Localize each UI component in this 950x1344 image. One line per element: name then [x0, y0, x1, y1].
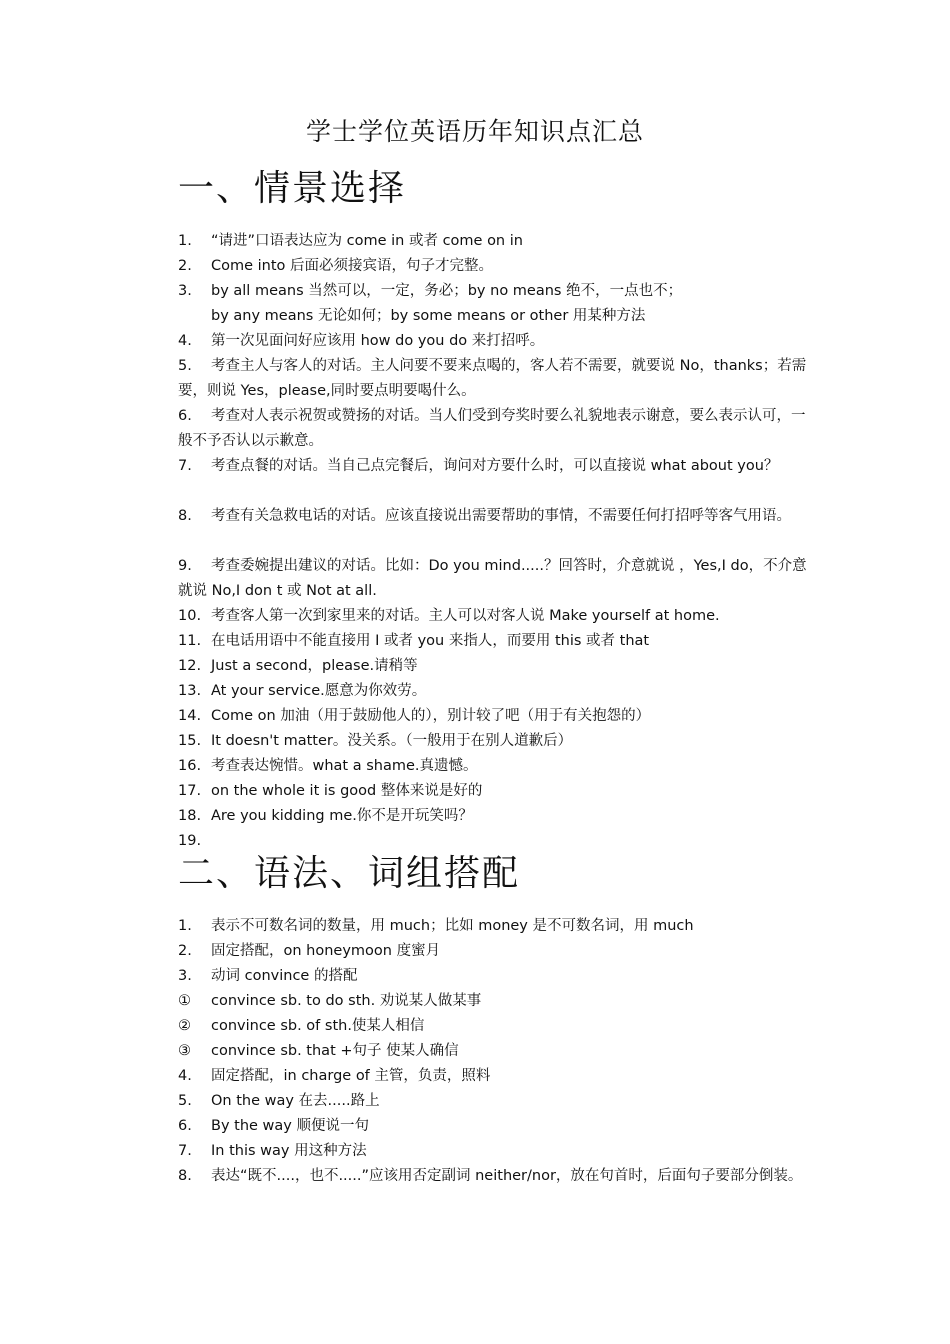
situational-list [178, 229, 810, 854]
item-number: 9. [178, 558, 192, 574]
list-item [178, 1039, 810, 1064]
item-text: 考查委婉提出建议的对话。比如：Do you mind.....？回答时，介意就说 ，Yes,I do，不介意就说 No,I don t 或 Not at all. [178, 558, 807, 599]
list-item [178, 329, 810, 354]
section-heading-grammar: 二、语法、词组搭配 [178, 853, 521, 894]
item-text: 表达“既不....，也不.....”应该用否定副词 neither/nor，放在句首时，后面句子要部分倒装。 [211, 1168, 803, 1184]
item-text: “请进”口语表达应为 come in 或者 come on in [211, 233, 523, 249]
grammar-list [178, 914, 810, 1214]
list-item [178, 679, 810, 704]
document-title: 学士学位英语历年知识点汇总 [305, 117, 644, 146]
item-text: Come into 后面必须接宾语，句子才完整。 [211, 258, 494, 274]
item-text: 考查客人第一次到家里来的对话。主人可以对客人说 Make yourself at home. [211, 608, 720, 624]
item-number: 5. [178, 358, 192, 374]
item-number: 12. [178, 658, 202, 674]
item-number: 6. [178, 408, 192, 424]
item-text: 固定搭配，on honeymoon 度蜜月 [211, 943, 441, 959]
item-text: 考查主人与客人的对话。主人问要不要来点喝的，客人若不需要，就要说 No，thanks；若需要，则说 Yes，please,同时要点明要喝什么。 [178, 358, 807, 399]
item-number: 8. [178, 508, 192, 524]
item-text: In this way 用这种方法 [211, 1143, 367, 1159]
list-item [178, 279, 810, 304]
list-item [178, 804, 810, 829]
list-item [178, 354, 810, 404]
list-item [178, 964, 810, 989]
item-number: 11. [178, 633, 202, 649]
item-text: 固定搭配，in charge of 主管，负责，照料 [211, 1068, 491, 1084]
list-item [178, 254, 810, 279]
list-item [178, 989, 810, 1014]
list-item [178, 604, 810, 629]
list-item [178, 404, 810, 454]
list-item [178, 1164, 810, 1214]
item-text: 考查有关急救电话的对话。应该直接说出需要帮助的事情，不需要任何打招呼等客气用语。 [211, 508, 791, 524]
list-item [178, 779, 810, 804]
item-text: 考查点餐的对话。当自己点完餐后，询问对方要什么时，可以直接说 what about you？ [211, 458, 779, 474]
item-number: ② [178, 1018, 191, 1034]
item-text: convince sb. of sth.使某人相信 [211, 1018, 425, 1034]
item-number: 2. [178, 258, 192, 274]
item-text: By the way 顺便说一句 [211, 1118, 369, 1134]
item-number: 7. [178, 1143, 192, 1159]
item-text: Come on 加油（用于鼓励他人的），别计较了吧（用于有关抱怨的） [211, 708, 651, 724]
list-item [178, 1089, 810, 1114]
item-text: At your service.愿意为你效劳。 [211, 683, 427, 699]
list-item [178, 504, 810, 554]
list-item [178, 939, 810, 964]
list-item [178, 1139, 810, 1164]
item-number: 19. [178, 833, 202, 849]
item-text: 考查表达惋惜。what a shame.真遗憾。 [211, 758, 478, 774]
list-item [178, 1114, 810, 1139]
list-item [178, 914, 810, 939]
item-text: 在电话用语中不能直接用 I 或者 you 来指人，而要用 this 或者 that [211, 633, 650, 649]
item-text: Are you kidding me.你不是开玩笑吗？ [211, 808, 473, 824]
item-text: convince sb. that +句子 使某人确信 [211, 1043, 459, 1059]
item-text: Just a second，please.请稍等 [211, 658, 418, 674]
item-number: 7. [178, 458, 192, 474]
item-text: by any means 无论如何；by some means or other 用某种方法 [211, 308, 646, 324]
list-item [178, 704, 810, 729]
item-number: 2. [178, 943, 192, 959]
item-number: 8. [178, 1168, 192, 1184]
section-heading-situational: 一、情景选择 [178, 168, 407, 209]
item-text: 动词 convince 的搭配 [211, 968, 358, 984]
list-item [178, 754, 810, 779]
item-number: ① [178, 993, 191, 1009]
item-number: 13. [178, 683, 202, 699]
item-number: 14. [178, 708, 202, 724]
item-number: 1. [178, 918, 192, 934]
item-number: 3. [178, 283, 192, 299]
list-item [178, 304, 810, 329]
list-item [178, 629, 810, 654]
list-item [178, 1064, 810, 1089]
item-text: On the way 在去.....路上 [211, 1093, 380, 1109]
item-number: 18. [178, 808, 202, 824]
item-text: 第一次见面问好应该用 how do you do 来打招呼。 [211, 333, 545, 349]
list-item [178, 1014, 810, 1039]
item-number: 10. [178, 608, 202, 624]
item-number: 5. [178, 1093, 192, 1109]
item-text: 表示不可数名词的数量，用 much；比如 money 是不可数名词，用 much [211, 918, 694, 934]
item-number: 16. [178, 758, 202, 774]
item-number: 3. [178, 968, 192, 984]
item-number: 4. [178, 1068, 192, 1084]
item-text: convince sb. to do sth. 劝说某人做某事 [211, 993, 482, 1009]
item-number: 17. [178, 783, 202, 799]
item-number: 6. [178, 1118, 192, 1134]
item-text: It doesn't matter。没关系。（一般用于在别人道歉后） [211, 733, 573, 749]
list-item [178, 554, 810, 604]
item-number: 15. [178, 733, 202, 749]
item-number: 4. [178, 333, 192, 349]
item-text: on the whole it is good 整体来说是好的 [211, 783, 483, 799]
list-item [178, 729, 810, 754]
item-text: 考查对人表示祝贺或赞扬的对话。当人们受到夸奖时要么礼貌地表示谢意，要么表示认可，一般不予否认以示歉意。 [178, 408, 806, 449]
item-number: 1. [178, 233, 192, 249]
list-item [178, 229, 810, 254]
list-item [178, 454, 810, 504]
item-text: by all means 当然可以，一定，务必；by no means 绝不，一点也不； [211, 283, 683, 299]
list-item [178, 654, 810, 679]
item-number [178, 304, 211, 329]
item-number: ③ [178, 1043, 191, 1059]
